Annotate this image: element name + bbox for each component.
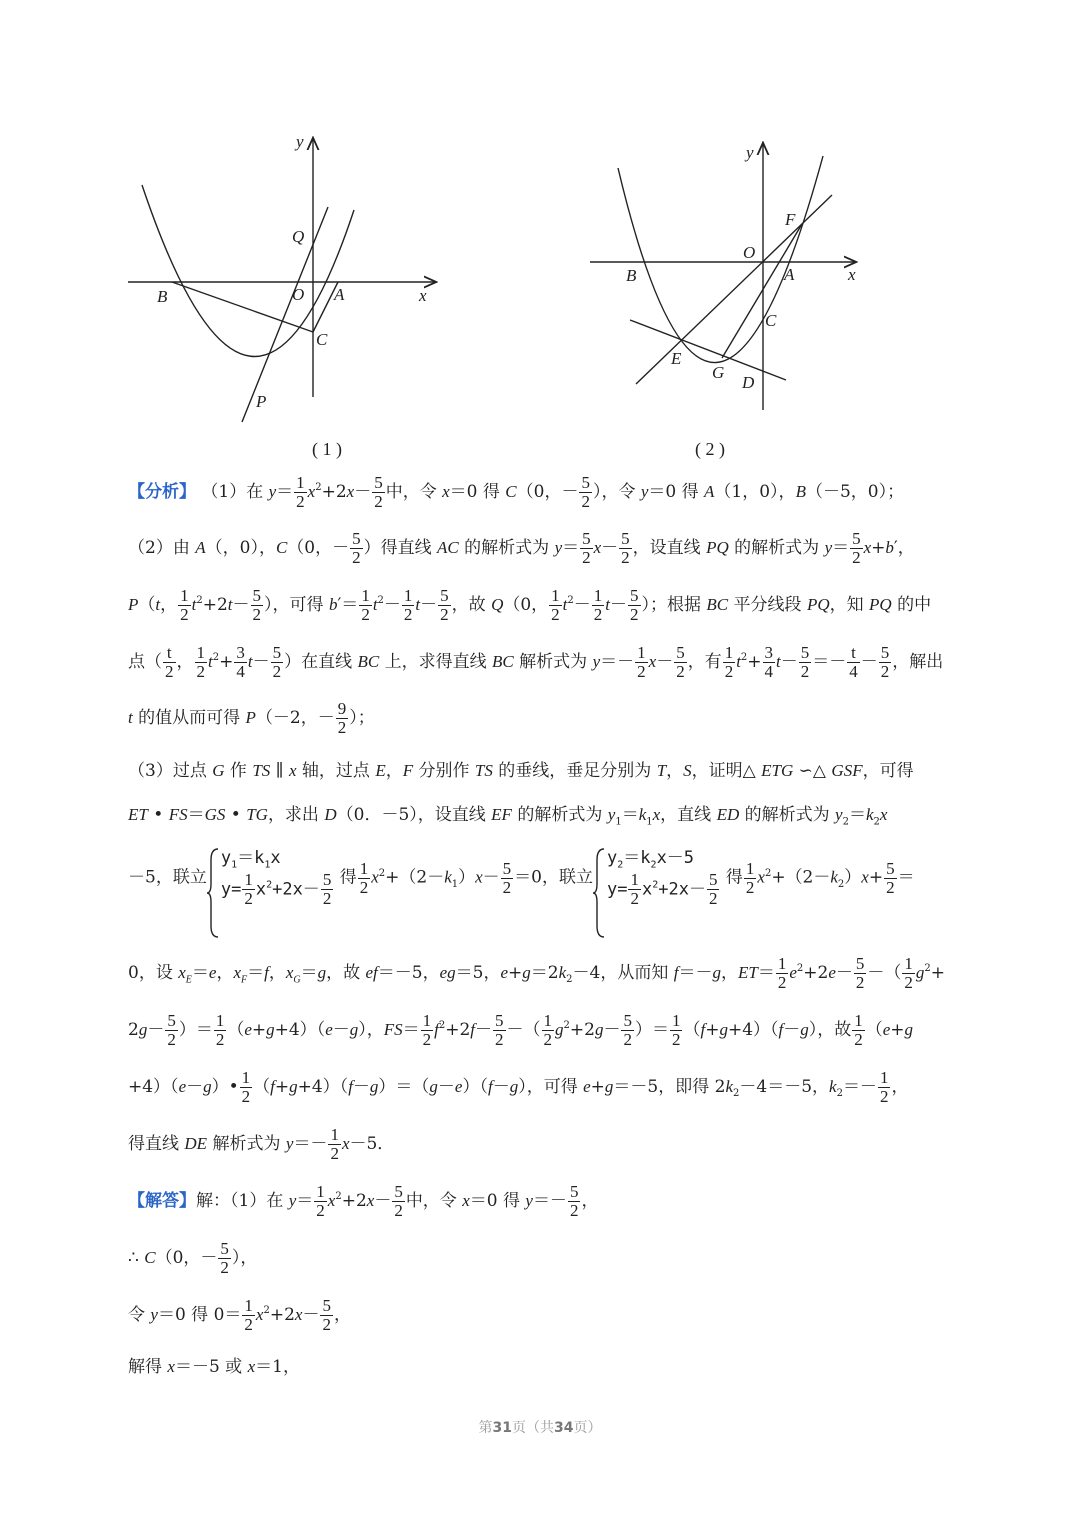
analysis-line-5: t 的值从而可得 P（－2，－ $\frac{9}{2}$ ）； [128,699,375,737]
analysis-line-1: 【分析】 （1）在 y＝ $\frac{1}{2}$ $x^2+2x-$ $\frac{5}{2}$ 中，令 x＝0 得 C（0，－ $\frac{5}{2}$ ），令 y＝0 得 A（1，0），B（－5，0）； [128,473,905,511]
figure-2 [580,140,870,470]
analysis-label: 【分析】 [128,481,196,502]
line-pq [242,207,328,422]
label-o: O [743,243,756,262]
analysis-line-4: 点（ $\frac{t}{2}$ ， $\frac{1}{2}$ $t^2+$ $\frac{3}{4}$ t－ $\frac{5}{2}$ ）在直线 BC 上，求得直线 BC 解析式为 y＝－ $\frac{1}{2}$ x－ $\frac{5}{2}$ ，有 $\frac{1}{2}$ $t^2+$ $\frac{3}{4}$ t－ $\frac{5}{2}$ ＝－ $\frac{t}{4}$ － $\frac{5}{2}$ ，解出 [128,643,944,681]
figure-1 [120,125,450,465]
label-e: E [671,349,682,368]
label-f: F [785,210,796,229]
analysis-line-8: －5，联立 $y_1=k_1x$ y= $\frac{1}{2}$ $x^2+2x-$ $\frac{5}{2}$ 得 $\frac{1}{2}$ $x^2+(2-k_1)x-$ $\frac{5}{2}$ ＝0，联立 $y_2=k_2x-5$ y= $\frac{1}{2}$ $x^2+2x-$ $\frac{5}{2}$ 得 $\frac{1}{2}$ $x^2+(2-k_2)x+$ $\frac{5}{2}$ ＝ [128,848,1000,908]
analysis-line-3: P（t， $\frac{1}{2}$ $t^2+2t-$ $\frac{5}{2}$ ），可得 b′＝ $\frac{1}{2}$ $t^2-$ $\frac{1}{2}$ t－ $\frac{5}{2}$ ，故 Q（0， $\frac{1}{2}$ $t^2-$ $\frac{1}{2}$ t－ $\frac{5}{2}$ ）；根据 BC 平分线段 PQ，知 PQ 的中 [128,586,932,624]
label-q: Q [292,227,305,246]
page-footer: 第31页（共34页） [478,1420,602,1436]
answer-line-1: 【解答】解：（1）在 y＝ $\frac{1}{2}$ $x^2+2x-$ $\frac{5}{2}$ 中，令 x＝0 得 y＝－ $\frac{5}{2}$ ， [128,1182,599,1220]
label-a: A [334,285,345,304]
answer-line-4: 解得 x＝－5 或 x＝1， [128,1357,300,1377]
page-number: 31 [492,1420,512,1436]
analysis-line-2: （2）由 A（，0），C（0，－ $\frac{5}{2}$ ）得直线 AC 的解析式为 y＝ $\frac{5}{2}$ x－ $\frac{5}{2}$ ，设直线 PQ 的解析式为 y＝ $\frac{5}{2}$ x+b′， [128,529,915,567]
label-a: A [784,265,795,284]
label-b: B [157,287,168,306]
label-g: G [712,363,725,382]
line-gf [722,224,802,358]
label-c: C [765,311,777,330]
analysis-line-10: 2g－ $\frac{5}{2}$ ）＝ $\frac{1}{2}$ （e+g+4）（e－g），FS＝ $\frac{1}{2}$ $f^2+2f-$ $\frac{5}{2}$ －（ $\frac{1}{2}$ $g^2+2g-$ $\frac{5}{2}$ ）＝ $\frac{1}{2}$ （f+g+4）（f－g），故 $\frac{1}{2}$ （e+g [128,1011,914,1049]
analysis-line-7: ET • FS＝GS • TG，求出 D（0．－5），设直线 EF 的解析式为 $y_1=k_1x$，直线 ED 的解析式为 $y_2=k_2x$ [128,805,888,828]
label-y: y [296,132,304,151]
label-d: D [742,373,755,392]
caption-1: ( 1 ) [312,439,342,459]
parabola [618,156,823,363]
answer-line-3: 令 y＝0 得 0＝ $\frac{1}{2}$ $x^2+2x-$ $\frac{5}{2}$ ， [128,1296,351,1334]
label-p: P [256,392,267,411]
analysis-line-6: （3）过点 G 作 TS ∥ x 轴，过点 E，F 分别作 TS 的垂线，垂足分别为 T，S，证明△ ETG ∽△ GSF，可得 [128,761,914,781]
page-total: 34 [554,1420,574,1436]
caption-2: ( 2 ) [695,439,725,459]
answer-line-2: ∴ C（0，－ $\frac{5}{2}$ ）， [128,1239,258,1277]
label-c: C [316,330,328,349]
label-y: y [746,143,754,162]
analysis-line-11: +4）（e－g）• $\frac{1}{2}$ （f+g+4）（f－g）＝（g－e）（f－g），可得 e+g＝－5，即得 $2k_2-4=-5$，$k_2=-$ $\frac{1}{2}$ ， [128,1068,909,1106]
analysis-line-9: 0，设 $x_E=e$，$x_F=f$，$x_G=g$，故 ef＝－5，eg＝5，$e+g=2k_2-4$，从而知 f＝－g，ET＝ $\frac{1}{2}$ $e^2+2e-$ $\frac{5}{2}$ －（ $\frac{1}{2}$ $g^2+$ [128,954,946,992]
label-o: O [292,285,305,304]
answer-label: 【解答】 [128,1190,196,1211]
label-x: x [419,286,427,305]
label-x: x [848,265,856,284]
label-b: B [626,266,637,285]
analysis-line-12: 得直线 DE 解析式为 y＝－ $\frac{1}{2}$ x－5． [128,1125,395,1163]
